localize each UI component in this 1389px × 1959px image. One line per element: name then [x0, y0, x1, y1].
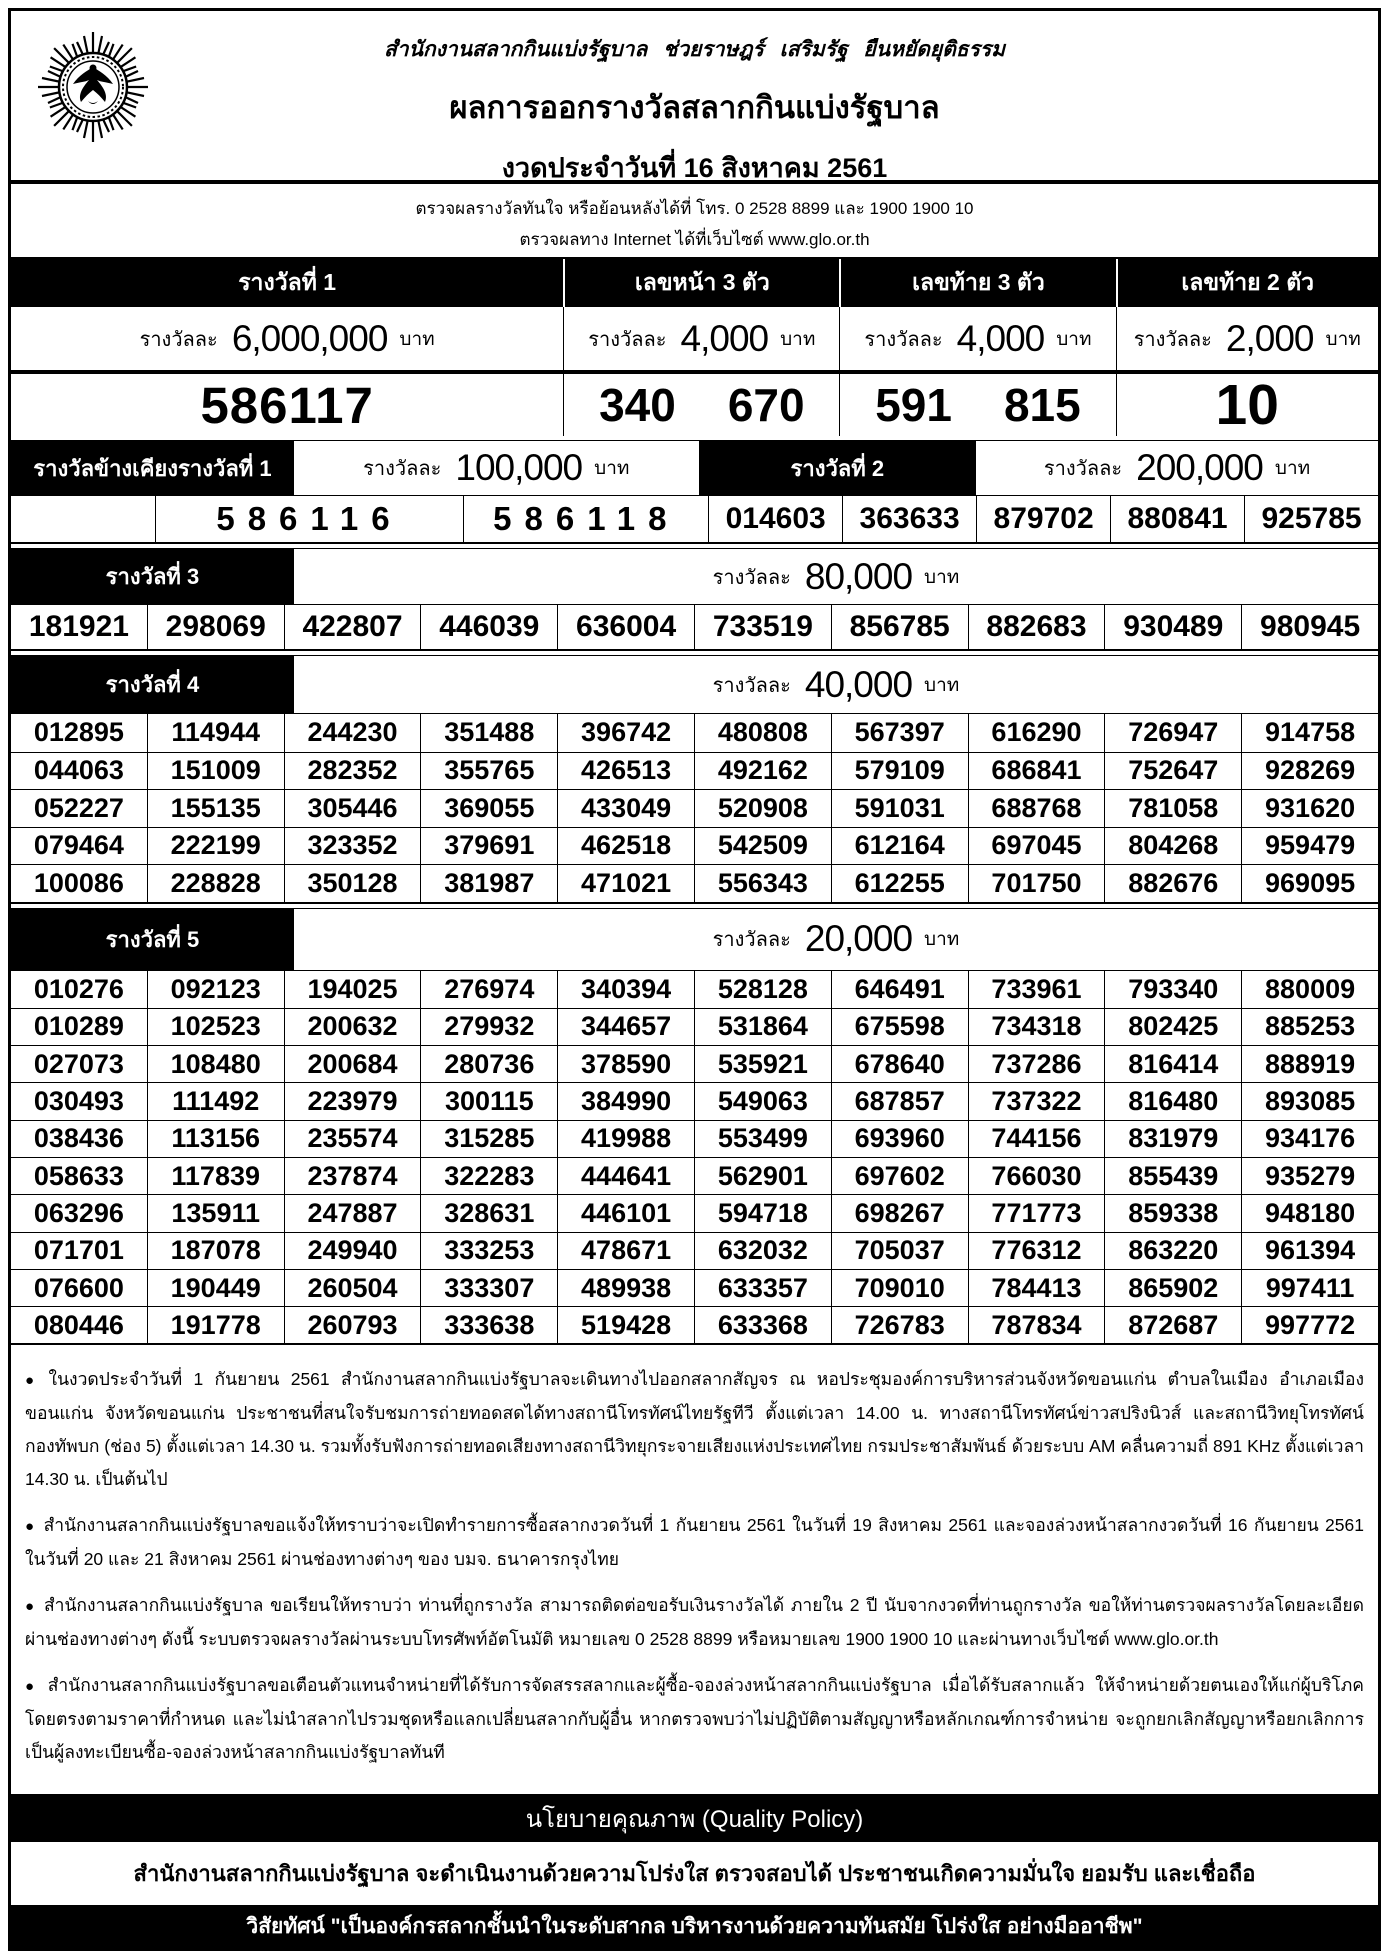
number-cell: 249940 — [284, 1233, 421, 1269]
last3-amount — [839, 307, 1115, 370]
number-cell: 520908 — [694, 790, 831, 827]
main-prize-amount-row — [11, 307, 1378, 374]
number-cell: 872687 — [1104, 1307, 1241, 1343]
amount-value: 40,000 — [804, 663, 913, 705]
glo-emblem-logo — [33, 25, 153, 149]
number-cell: 113156 — [147, 1121, 284, 1157]
last3-header: เลขท้าย 3 ตัว — [839, 259, 1115, 307]
number-cell: 771773 — [968, 1195, 1105, 1231]
number-cell: 632032 — [694, 1233, 831, 1269]
number-cell: 038436 — [33, 1123, 124, 1154]
number-cell: 222199 — [147, 828, 284, 865]
number-cell: 693960 — [831, 1121, 968, 1157]
number-cell: 528128 — [694, 971, 831, 1008]
last3-numbers — [839, 374, 1115, 436]
amount-value: 4,000 — [956, 317, 1045, 359]
number-cell: 244230 — [284, 714, 421, 752]
number-row — [11, 1008, 1378, 1045]
prize2-number: 925785 — [1244, 496, 1378, 542]
number-cell: 646491 — [831, 971, 968, 1008]
adjacent-and-prize2-table — [11, 440, 1378, 544]
prize3-header-row — [11, 549, 1378, 605]
front3-numbers — [563, 374, 839, 436]
number-cell: 880009 — [1241, 971, 1378, 1008]
check-results-info — [11, 184, 1378, 259]
prize5-header-row — [11, 909, 1378, 971]
number-cell: 328631 — [420, 1195, 557, 1231]
number-cell: 980945 — [1241, 605, 1378, 649]
quality-policy-body: สำนักงานสลากกินแบ่งรัฐบาล จะดำเนินงานด้วยความโปร่งใส ตรวจสอบได้ ประชาชนเกิดความมั่นใจ ยอมรับ และเชื่อถือ — [133, 1861, 1256, 1886]
number-cell: 802425 — [1104, 1009, 1241, 1045]
number-row — [11, 971, 1378, 1008]
amount-unit: บาท — [594, 458, 630, 479]
number-row — [11, 1082, 1378, 1119]
adjacent-label: รางวัลข้างเคียงรางวัลที่ 1 — [11, 441, 294, 495]
amount-unit: บาท — [399, 328, 435, 350]
number-cell: 865902 — [1104, 1270, 1241, 1306]
bullet-icon: ● — [25, 1372, 41, 1390]
number-cell: 223979 — [284, 1083, 421, 1119]
number-cell: 784413 — [968, 1270, 1105, 1306]
number-cell: 562901 — [694, 1158, 831, 1194]
page-title: ผลการออกรางวัลสลากกินแบ่งรัฐบาล — [449, 90, 940, 125]
prize2-number: 363633 — [842, 496, 976, 542]
number-cell: 478671 — [557, 1233, 694, 1269]
number-cell: 882683 — [968, 605, 1105, 649]
note-paragraph — [25, 1669, 1364, 1769]
number-cell: 816414 — [1104, 1046, 1241, 1082]
number-cell: 247887 — [284, 1195, 421, 1231]
number-cell: 804268 — [1104, 828, 1241, 865]
number-cell: 567397 — [831, 714, 968, 752]
number-cell: 322283 — [420, 1158, 557, 1194]
amount-prefix: รางวัลละ — [864, 328, 943, 351]
amount-prefix: รางวัลละ — [139, 328, 218, 351]
number-cell: 542509 — [694, 828, 831, 865]
number-cell: 433049 — [557, 790, 694, 827]
adjacent-prize2-numbers-row — [11, 496, 1378, 542]
amount-prefix: รางวัลละ — [1133, 328, 1212, 351]
number-row — [11, 605, 1378, 649]
number-cell: 190449 — [147, 1270, 284, 1306]
prize3-amount — [294, 549, 1378, 604]
number-cell: 697602 — [831, 1158, 968, 1194]
amount-prefix: รางวัลละ — [363, 458, 442, 480]
number-row — [11, 1269, 1378, 1306]
number-cell: 935279 — [1241, 1158, 1378, 1194]
number-cell: 300115 — [420, 1083, 557, 1119]
number-cell: 686841 — [968, 753, 1105, 790]
prize3-section — [11, 548, 1378, 651]
prize3-grid — [11, 605, 1378, 649]
number-cell: 200632 — [284, 1009, 421, 1045]
amount-value: 20,000 — [804, 918, 913, 959]
number-cell: 579109 — [831, 753, 968, 790]
last2-number: 10 — [1116, 374, 1378, 436]
number-cell: 369055 — [420, 790, 557, 827]
number-cell: 052227 — [33, 792, 124, 823]
info-phone-line: ตรวจผลรางวัลทันใจ หรือย้อนหลังได้ที่ โทร. 0 2528 8899 และ 1900 1900 10 — [415, 199, 974, 218]
number-cell: 058633 — [33, 1160, 124, 1191]
number-cell: 181921 — [28, 610, 129, 643]
first-prize-amount — [11, 307, 563, 370]
number-cell: 012895 — [33, 717, 124, 748]
amount-unit: บาท — [1056, 328, 1092, 350]
number-row — [11, 789, 1378, 827]
footer — [11, 1794, 1378, 1948]
number-cell: 726783 — [831, 1307, 968, 1343]
number-cell: 893085 — [1241, 1083, 1378, 1119]
info-website-line: ตรวจผลทาง Internet ได้ที่เว็บไซต์ www.glo.or.th — [519, 230, 870, 249]
number-cell: 381987 — [420, 865, 557, 902]
number-cell: 135911 — [147, 1195, 284, 1231]
number-cell: 948180 — [1241, 1195, 1378, 1231]
number-cell: 612164 — [831, 828, 968, 865]
number-cell: 114944 — [147, 714, 284, 752]
number-cell: 697045 — [968, 828, 1105, 865]
first-prize-number: 586117 — [200, 376, 374, 434]
number-cell: 612255 — [831, 865, 968, 902]
number-cell: 200684 — [284, 1046, 421, 1082]
amount-unit: บาท — [924, 929, 960, 950]
number-cell: 636004 — [557, 605, 694, 649]
agency-motto: สำนักงานสลากกินแบ่งรัฐบาล ช่วยราษฎร์ เสริมรัฐ ยืนหยัดยุติธรรม — [383, 38, 1006, 61]
footer-notes — [11, 1345, 1378, 1769]
prize5-amount — [294, 909, 1378, 970]
number-row — [11, 1306, 1378, 1343]
number-cell: 556343 — [694, 865, 831, 902]
prize5-label: รางวัลที่ 5 — [11, 909, 294, 970]
number-cell: 776312 — [968, 1233, 1105, 1269]
number-cell: 930489 — [1104, 605, 1241, 649]
prize4-header-row — [11, 656, 1378, 714]
number-cell: 705037 — [831, 1233, 968, 1269]
number-cell: 323352 — [284, 828, 421, 865]
amount-unit: บาท — [924, 674, 960, 696]
number-cell: 959479 — [1241, 828, 1378, 865]
number-cell: 709010 — [831, 1270, 968, 1306]
amount-prefix: รางวัลละ — [712, 566, 791, 589]
number-cell: 961394 — [1241, 1233, 1378, 1269]
amount-prefix: รางวัลละ — [712, 929, 791, 951]
amount-value: 80,000 — [804, 555, 913, 597]
number-cell: 859338 — [1104, 1195, 1241, 1231]
bullet-icon: ● — [25, 1678, 40, 1696]
number-row — [11, 1120, 1378, 1157]
number-cell: 633357 — [694, 1270, 831, 1306]
number-cell: 744156 — [968, 1121, 1105, 1157]
amount-prefix: รางวัลละ — [1043, 458, 1123, 480]
prize2-amount — [976, 441, 1378, 495]
number-cell: 734318 — [968, 1009, 1105, 1045]
number-cell: 831979 — [1104, 1121, 1241, 1157]
number-cell: 333253 — [420, 1233, 557, 1269]
number-cell: 997772 — [1241, 1307, 1378, 1343]
number-cell: 155135 — [147, 790, 284, 827]
number-cell: 378590 — [557, 1046, 694, 1082]
number-cell: 228828 — [147, 865, 284, 902]
number-cell: 489938 — [557, 1270, 694, 1306]
amount-value: 6,000,000 — [231, 317, 388, 359]
number-cell: 997411 — [1241, 1270, 1378, 1306]
number-cell: 633368 — [694, 1307, 831, 1343]
prize2-number: 014603 — [708, 496, 842, 542]
bullet-icon: ● — [25, 1518, 36, 1536]
first-prize-header: รางวัลที่ 1 — [11, 259, 563, 307]
number-cell: 856785 — [831, 605, 968, 649]
number-cell: 076600 — [33, 1272, 124, 1303]
number-cell: 931620 — [1241, 790, 1378, 827]
amount-unit: บาท — [924, 566, 960, 588]
number-cell: 260504 — [284, 1270, 421, 1306]
number-cell: 108480 — [147, 1046, 284, 1082]
adjacent-amount — [294, 441, 699, 495]
number-cell: 071701 — [33, 1235, 124, 1266]
number-cell: 701750 — [968, 865, 1105, 902]
number-cell: 280736 — [420, 1046, 557, 1082]
note-text: สำนักงานสลากกินแบ่งรัฐบาลขอแจ้งให้ทราบว่าจะเปิดทำรายการซื้อสลากงวดวันที่ 1 กันยายน 2561 ในวันที่ 19 สิงหาคม 2561 และจองล่วงหน้าสลากงวดวันที่ 16 กันยายน 2561 ในวันที่ 20 และ 21 สิงหาคม 2561 ผ่านช่องทางต่างๆ ของ บมจ. ธนาคารกรุงไทย — [25, 1515, 1364, 1570]
number-cell: 305446 — [284, 790, 421, 827]
last2-amount — [1116, 307, 1378, 370]
number-cell: 446101 — [557, 1195, 694, 1231]
number-cell: 781058 — [1104, 790, 1241, 827]
number-cell: 010289 — [33, 1011, 124, 1042]
number-cell: 462518 — [557, 828, 694, 865]
number-cell: 446039 — [420, 605, 557, 649]
number-cell: 519428 — [557, 1307, 694, 1343]
main-prize-table — [11, 259, 1378, 436]
number-cell: 422807 — [284, 605, 421, 649]
number-cell: 816480 — [1104, 1083, 1241, 1119]
number-cell: 027073 — [33, 1048, 124, 1079]
number-cell: 549063 — [694, 1083, 831, 1119]
number-cell: 492162 — [694, 753, 831, 790]
number-cell: 531864 — [694, 1009, 831, 1045]
amount-unit: บาท — [1274, 458, 1311, 479]
number-cell: 591031 — [831, 790, 968, 827]
number-cell: 444641 — [557, 1158, 694, 1194]
number-cell: 333638 — [420, 1307, 557, 1343]
number-cell: 793340 — [1104, 971, 1241, 1008]
number-cell: 298069 — [147, 605, 284, 649]
number-cell: 030493 — [33, 1086, 124, 1117]
bullet-icon: ● — [25, 1598, 36, 1616]
amount-unit: บาท — [780, 328, 816, 350]
number-cell: 194025 — [284, 971, 421, 1008]
number-cell: 594718 — [694, 1195, 831, 1231]
number-cell: 092123 — [147, 971, 284, 1008]
number-cell: 888919 — [1241, 1046, 1378, 1082]
number-cell: 315285 — [420, 1121, 557, 1157]
empty-cell — [11, 496, 155, 542]
prize4-section — [11, 655, 1378, 904]
number-cell: 191778 — [147, 1307, 284, 1343]
last2-header: เลขท้าย 2 ตัว — [1116, 259, 1378, 307]
amount-value: 100,000 — [455, 447, 583, 488]
number-cell: 737322 — [968, 1083, 1105, 1119]
number-cell: 687857 — [831, 1083, 968, 1119]
document-frame — [8, 8, 1381, 1951]
number-cell: 080446 — [33, 1309, 124, 1340]
number-cell: 419988 — [557, 1121, 694, 1157]
adjacent-number-2: 586118 — [463, 496, 708, 542]
prize2-number: 880841 — [1110, 496, 1244, 542]
number-cell: 355765 — [420, 753, 557, 790]
prize4-grid — [11, 714, 1378, 902]
number-row — [11, 864, 1378, 902]
number-cell: 698267 — [831, 1195, 968, 1231]
front3-number-2: 670 — [727, 379, 805, 431]
amount-prefix: รางวัลละ — [588, 328, 667, 351]
main-prize-numbers-row — [11, 374, 1378, 436]
number-cell: 237874 — [284, 1158, 421, 1194]
number-cell: 885253 — [1241, 1009, 1378, 1045]
prize2-label: รางวัลที่ 2 — [699, 441, 977, 495]
prize5-section — [11, 908, 1378, 1346]
front3-amount — [563, 307, 839, 370]
number-cell: 855439 — [1104, 1158, 1241, 1194]
number-cell: 351488 — [420, 714, 557, 752]
number-cell: 726947 — [1104, 714, 1241, 752]
note-paragraph — [25, 1363, 1364, 1496]
adjacent-number-1: 586116 — [155, 496, 464, 542]
number-row — [11, 752, 1378, 790]
number-cell: 111492 — [147, 1083, 284, 1119]
note-paragraph — [25, 1589, 1364, 1656]
number-cell: 044063 — [33, 755, 124, 786]
number-cell: 616290 — [968, 714, 1105, 752]
number-cell: 928269 — [1241, 753, 1378, 790]
number-cell: 010276 — [33, 973, 124, 1004]
number-cell: 102523 — [147, 1009, 284, 1045]
number-cell: 100086 — [33, 867, 124, 898]
number-cell: 934176 — [1241, 1121, 1378, 1157]
last3-number-1: 591 — [875, 379, 952, 431]
number-cell: 737286 — [968, 1046, 1105, 1082]
amount-value: 200,000 — [1136, 447, 1263, 488]
number-cell: 426513 — [557, 753, 694, 790]
amount-value: 4,000 — [680, 317, 769, 359]
amount-prefix: รางวัลละ — [712, 674, 791, 697]
number-cell: 276974 — [420, 971, 557, 1008]
prize4-label: รางวัลที่ 4 — [11, 656, 294, 713]
number-cell: 282352 — [284, 753, 421, 790]
number-cell: 379691 — [420, 828, 557, 865]
number-cell: 117839 — [147, 1158, 284, 1194]
number-cell: 333307 — [420, 1270, 557, 1306]
number-cell: 279932 — [420, 1009, 557, 1045]
prize4-amount — [294, 656, 1378, 713]
vision-statement: วิสัยทัศน์ "เป็นองค์กรสลากชั้นนำในระดับสากล บริหารงานด้วยความทันสมัย โปร่งใส อย่างมืออาชีพ" — [11, 1905, 1378, 1948]
number-cell: 882676 — [1104, 865, 1241, 902]
number-cell: 344657 — [557, 1009, 694, 1045]
number-cell: 535921 — [694, 1046, 831, 1082]
number-cell: 752647 — [1104, 753, 1241, 790]
front3-number-1: 340 — [599, 379, 676, 431]
number-cell: 733519 — [694, 605, 831, 649]
amount-unit: บาท — [1325, 328, 1361, 350]
last3-number-2: 815 — [1003, 379, 1081, 431]
number-cell: 766030 — [968, 1158, 1105, 1194]
number-cell: 396742 — [557, 714, 694, 752]
number-cell: 063296 — [33, 1197, 124, 1228]
number-cell: 688768 — [968, 790, 1105, 827]
number-cell: 235574 — [284, 1121, 421, 1157]
number-cell: 384990 — [557, 1083, 694, 1119]
note-text: ในงวดประจำวันที่ 1 กันยายน 2561 สำนักงานสลากกินแบ่งรัฐบาลจะเดินทางไปออกสลากสัญจร ณ หอประชุมองค์การบริหารส่วนจังหวัดขอนแก่น ตำบลในเมือง อำเภอเมืองขอนแก่น จังหวัดขอนแก่น ประชาชนที่สนใจรับชมการถ่ายทอดสดได้ทางสถานีโทรทัศน์ไทยรัฐทีวี ตั้งแต่เวลา 14.00 น. ทางสถานีโทรทัศน์ข่าวสปริงนิวส์ และสถานีวิทยุโทรทัศน์กองทัพบก (ช่อง 5) ตั้งแต่เวลา 14.30 น. รวมทั้งรับฟังการถ่ายทอดเสียงทางสถานีวิทยุกระจายเสียงแห่งประเทศไทย กรมประชาสัมพันธ์ ด้วยระบบ AM คลื่นความถี่ 891 KHz ตั้งแต่เวลา 14.30 น. เป็นต้นไป — [25, 1369, 1365, 1490]
number-row — [11, 714, 1378, 752]
number-cell: 553499 — [694, 1121, 831, 1157]
number-cell: 480808 — [694, 714, 831, 752]
number-cell: 471021 — [557, 865, 694, 902]
number-cell: 863220 — [1104, 1233, 1241, 1269]
prize3-label: รางวัลที่ 3 — [11, 549, 294, 604]
number-cell: 187078 — [147, 1233, 284, 1269]
draw-date: งวดประจำวันที่ 16 สิงหาคม 2561 — [501, 153, 888, 183]
number-cell: 079464 — [33, 830, 124, 861]
number-row — [11, 1194, 1378, 1231]
number-row — [11, 827, 1378, 865]
quality-policy-heading: นโยบายคุณภาพ (Quality Policy) — [11, 1794, 1378, 1842]
note-text: สำนักงานสลากกินแบ่งรัฐบาล ขอเรียนให้ทราบว่า ท่านที่ถูกรางวัล สามารถติดต่อขอรับเงินรางวัลได้ ภายใน 2 ปี นับจากงวดที่ท่านถูกรางวัล ขอให้ท่านตรวจผลรางวัลโดยละเอียด ผ่านช่องทางต่างๆ ดังนี้ ระบบตรวจผลรางวัลผ่านระบบโทรศัพท์อัตโนมัติ หมายเลข 0 2528 8899 หรือหมายเลข 1900 1900 10 และผ่านทางเว็บไซต์ www.glo.or.th — [25, 1595, 1364, 1650]
amount-value: 2,000 — [1225, 317, 1314, 359]
number-cell: 914758 — [1241, 714, 1378, 752]
note-text: สำนักงานสลากกินแบ่งรัฐบาลขอเตือนตัวแทนจำหน่ายที่ได้รับการจัดสรรสลากและผู้ซื้อ-จองล่วงหน้าสลากกินแบ่งรัฐบาล เมื่อได้รับสลากแล้ว ให้จำหน่ายด้วยตนเองให้แก่ผู้บริโภค โดยตรงตามราคาที่กำหนด และไม่นำสลากไปรวมชุดหรือแลกเปลี่ยนสลากกับผู้อื่น หากตรวจพบว่าไม่ปฏิบัติตามสัญญาหรือหลักเกณฑ์การจำหน่าย จะถูกยกเลิกสัญญาหรือยกเลิกการเป็นผู้ลงทะเบียนซื้อ-จองล่วงหน้าสลากกินแบ่งรัฐบาลทันที — [25, 1675, 1364, 1763]
number-cell: 678640 — [831, 1046, 968, 1082]
number-row — [11, 1045, 1378, 1082]
number-cell: 350128 — [284, 865, 421, 902]
document-header — [11, 11, 1378, 184]
number-cell: 733961 — [968, 971, 1105, 1008]
number-cell: 675598 — [831, 1009, 968, 1045]
number-cell: 787834 — [968, 1307, 1105, 1343]
number-cell: 151009 — [147, 753, 284, 790]
main-prize-header-row — [11, 259, 1378, 307]
prize2-number: 879702 — [976, 496, 1110, 542]
number-cell: 260793 — [284, 1307, 421, 1343]
prize5-grid — [11, 971, 1378, 1344]
number-cell: 340394 — [557, 971, 694, 1008]
number-row — [11, 1232, 1378, 1269]
adjacent-prize2-header-row — [11, 441, 1378, 496]
number-row — [11, 1157, 1378, 1194]
front3-header: เลขหน้า 3 ตัว — [563, 259, 839, 307]
number-cell: 969095 — [1241, 865, 1378, 902]
note-paragraph — [25, 1509, 1364, 1576]
